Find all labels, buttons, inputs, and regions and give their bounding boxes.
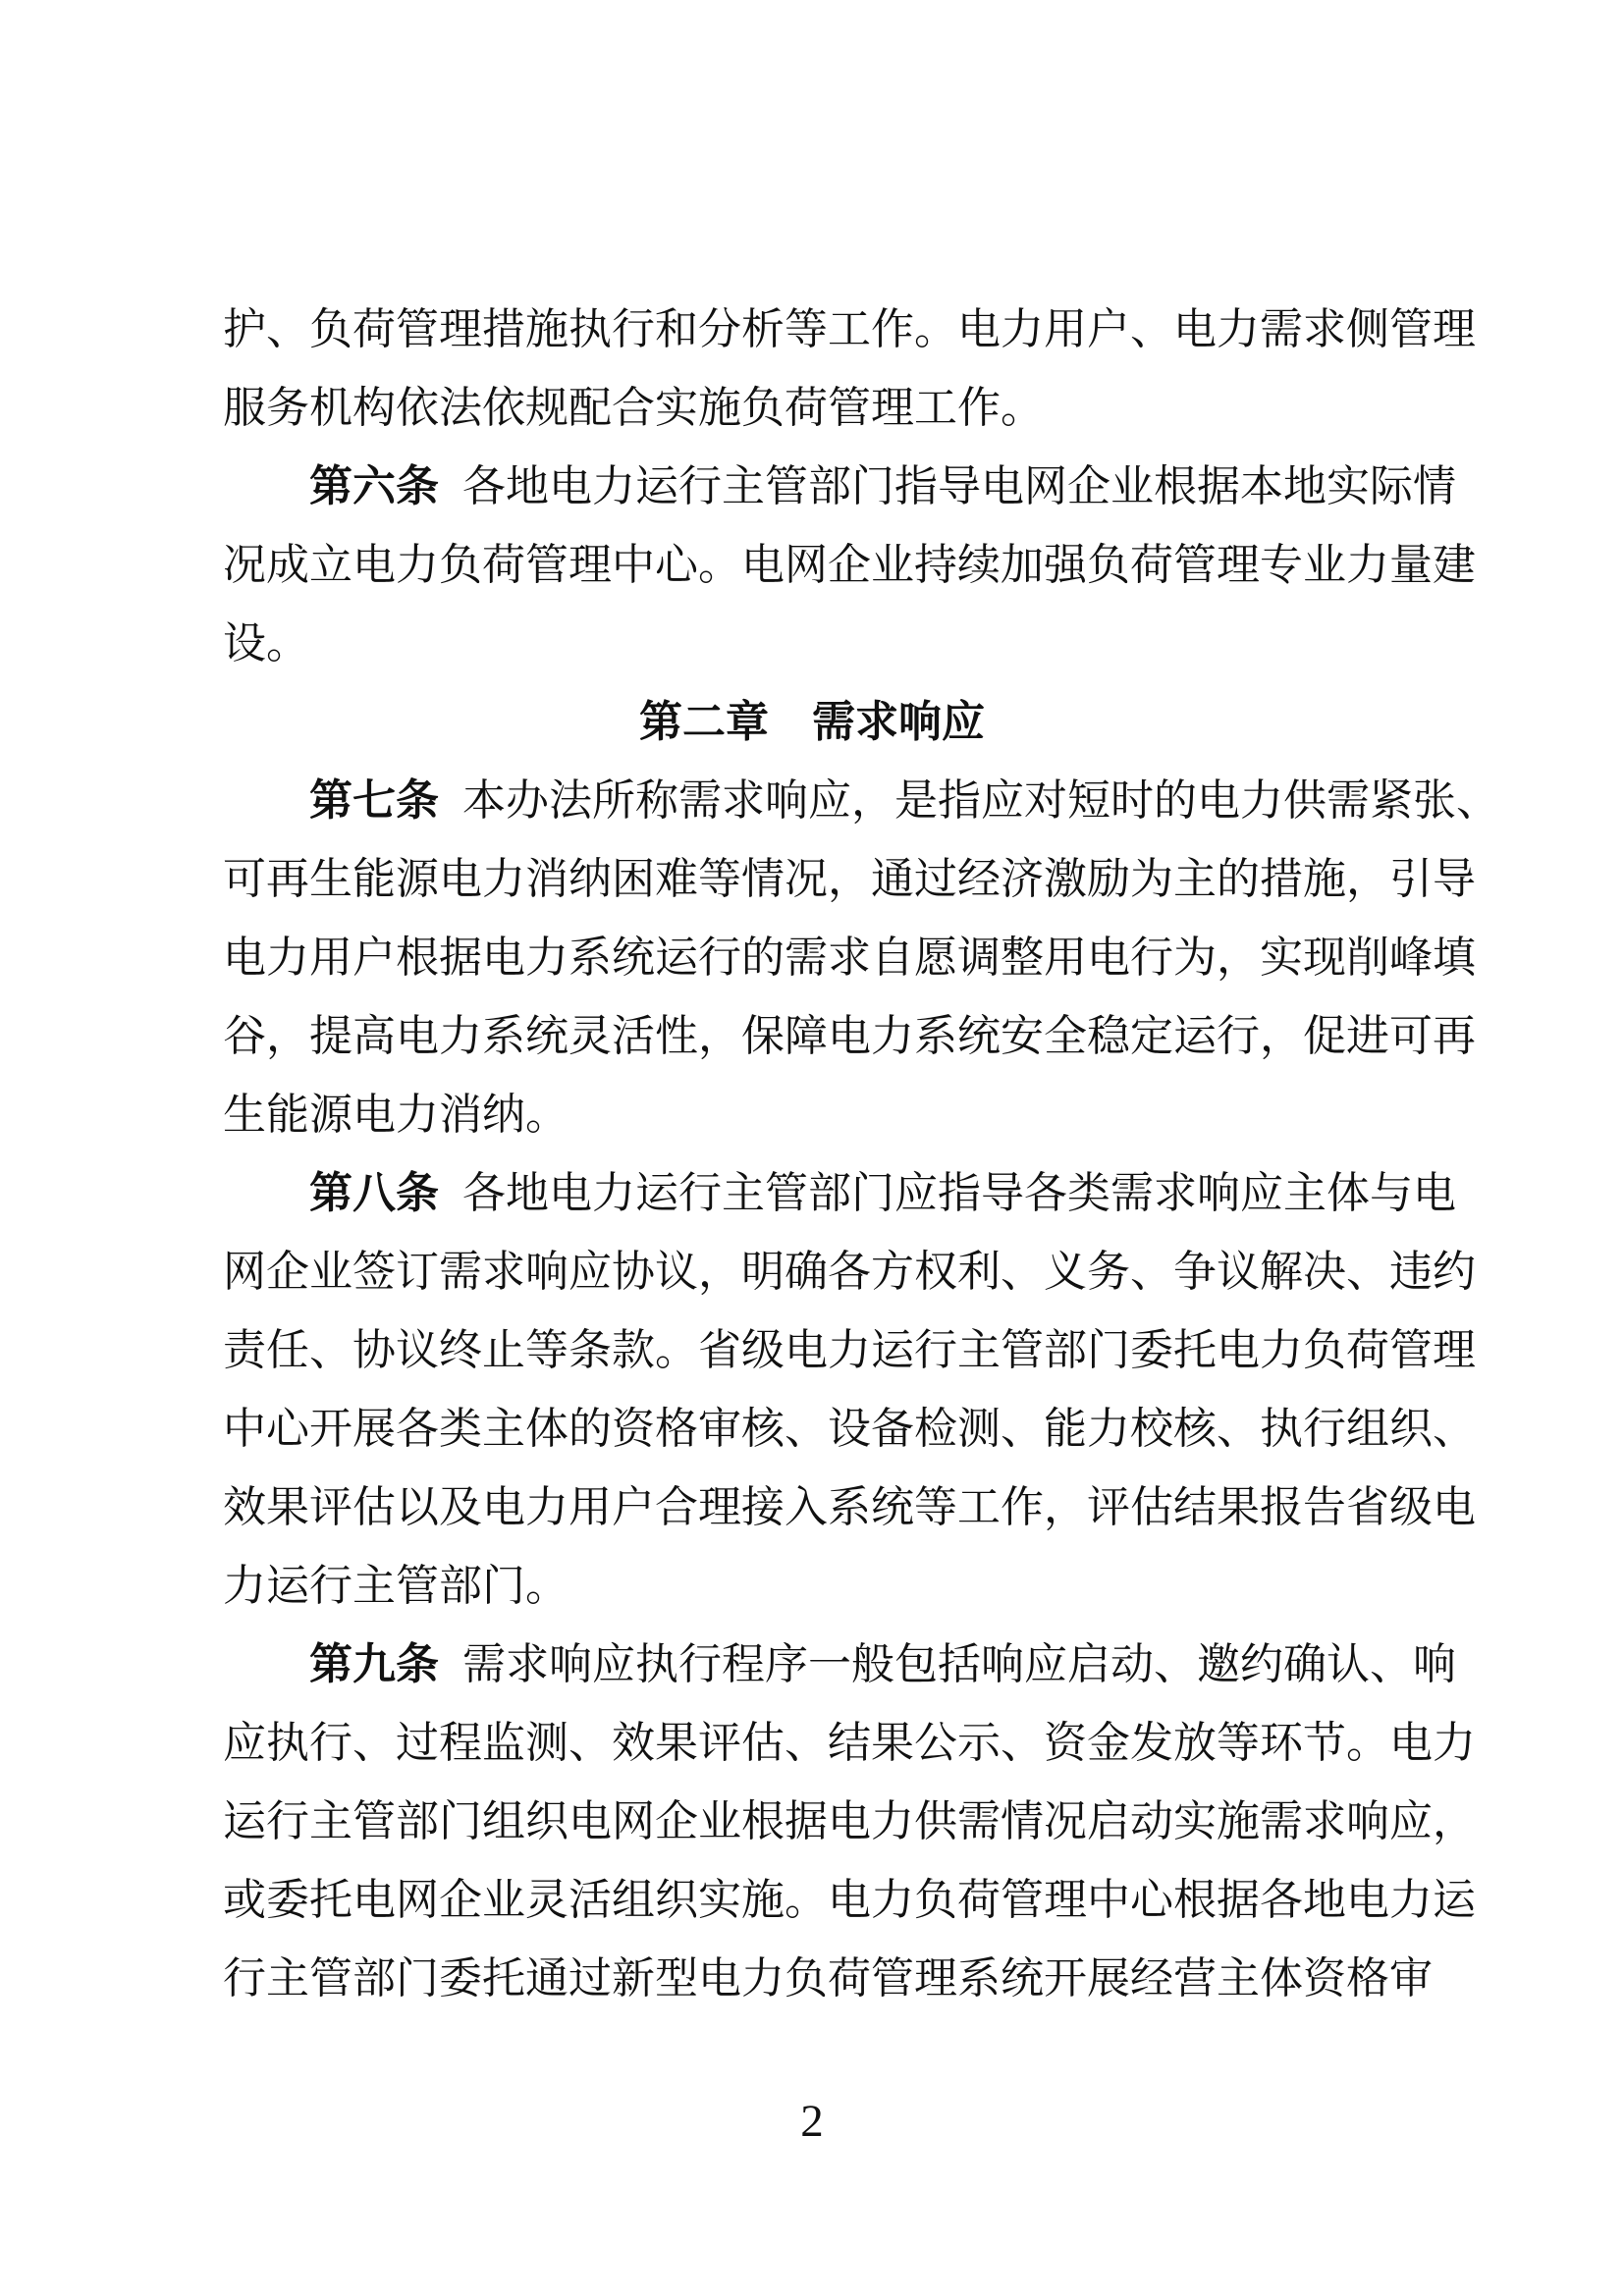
paragraph-end-line [223, 1547, 1401, 1626]
line-text: 责任、协议终止等条款。省级电力运行主管部门委托电力负荷管理 [223, 1326, 1476, 1374]
line-text: 应执行、过程监测、效果评估、结果公示、资金发放等环节。电力 [223, 1719, 1476, 1767]
paragraph-line [223, 919, 1476, 997]
chapter-heading-text: 第二章 需求响应 [639, 698, 985, 746]
line-text: 护、负荷管理措施执行和分析等工作。电力用户、电力需求侧管理 [223, 305, 1476, 353]
line-text: 需求响应执行程序一般包括响应启动、邀约确认、响 [462, 1640, 1456, 1688]
paragraph-line [223, 997, 1476, 1076]
line-text: 服务机构依法依规配合实施负荷管理工作。 [223, 384, 1044, 432]
line-text: 可再生能源电力消纳困难等情况，通过经济激励为主的措施，引导 [223, 855, 1476, 903]
paragraph-end-line [223, 369, 1401, 448]
article-9-line [223, 1626, 1456, 1704]
article-6-number: 第六条 [309, 462, 439, 510]
line-text: 中心开展各类主体的资格审核、设备检测、能力校核、执行组织、 [223, 1405, 1476, 1453]
article-7-line [223, 762, 1499, 840]
line-text: 生能源电力消纳。 [223, 1091, 568, 1139]
line-text: 设。 [223, 619, 309, 667]
line-text: 各地电力运行主管部门应指导各类需求响应主体与电 [462, 1169, 1456, 1217]
paragraph-line [223, 1940, 1433, 2018]
line-text: 网企业签订需求响应协议，明确各方权利、义务、争议解决、违约 [223, 1248, 1476, 1296]
paragraph-continuation-line [223, 291, 1476, 369]
paragraph-line [223, 840, 1476, 919]
document-body [223, 291, 1499, 2018]
line-text: 各地电力运行主管部门指导电网企业根据本地实际情 [462, 462, 1456, 510]
line-text: 本办法所称需求响应，是指应对短时的电力供需紧张、 [462, 776, 1499, 825]
article-9-number: 第九条 [309, 1640, 439, 1688]
paragraph-line [223, 526, 1476, 605]
paragraph-line [223, 1704, 1476, 1783]
line-text: 效果评估以及电力用户合理接入系统等工作，评估结果报告省级电 [223, 1483, 1476, 1531]
paragraph-line [223, 1390, 1476, 1468]
line-text: 况成立电力负荷管理中心。电网企业持续加强负荷管理专业力量建 [223, 541, 1476, 589]
page-number: 2 [800, 2096, 824, 2147]
chapter-2-heading [223, 683, 1401, 762]
article-6-line [223, 448, 1456, 526]
line-text: 行主管部门委托通过新型电力负荷管理系统开展经营主体资格审 [223, 1954, 1433, 2002]
article-8-number: 第八条 [309, 1169, 439, 1217]
line-text: 运行主管部门组织电网企业根据电力供需情况启动实施需求响应， [223, 1797, 1476, 1845]
paragraph-end-line [223, 1076, 1401, 1154]
paragraph-end-line [223, 605, 1401, 683]
paragraph-line [223, 1468, 1476, 1547]
line-text: 谷，提高电力系统灵活性，保障电力系统安全稳定运行，促进可再 [223, 1012, 1476, 1060]
line-text: 力运行主管部门。 [223, 1562, 568, 1610]
article-7-number: 第七条 [309, 776, 439, 825]
paragraph-line [223, 1233, 1476, 1311]
line-text: 或委托电网企业灵活组织实施。电力负荷管理中心根据各地电力运 [223, 1876, 1476, 1924]
paragraph-line [223, 1783, 1476, 1861]
article-8-line [223, 1154, 1456, 1233]
line-text: 电力用户根据电力系统运行的需求自愿调整用电行为，实现削峰填 [223, 934, 1476, 982]
paragraph-line [223, 1861, 1476, 1940]
paragraph-line [223, 1311, 1476, 1390]
